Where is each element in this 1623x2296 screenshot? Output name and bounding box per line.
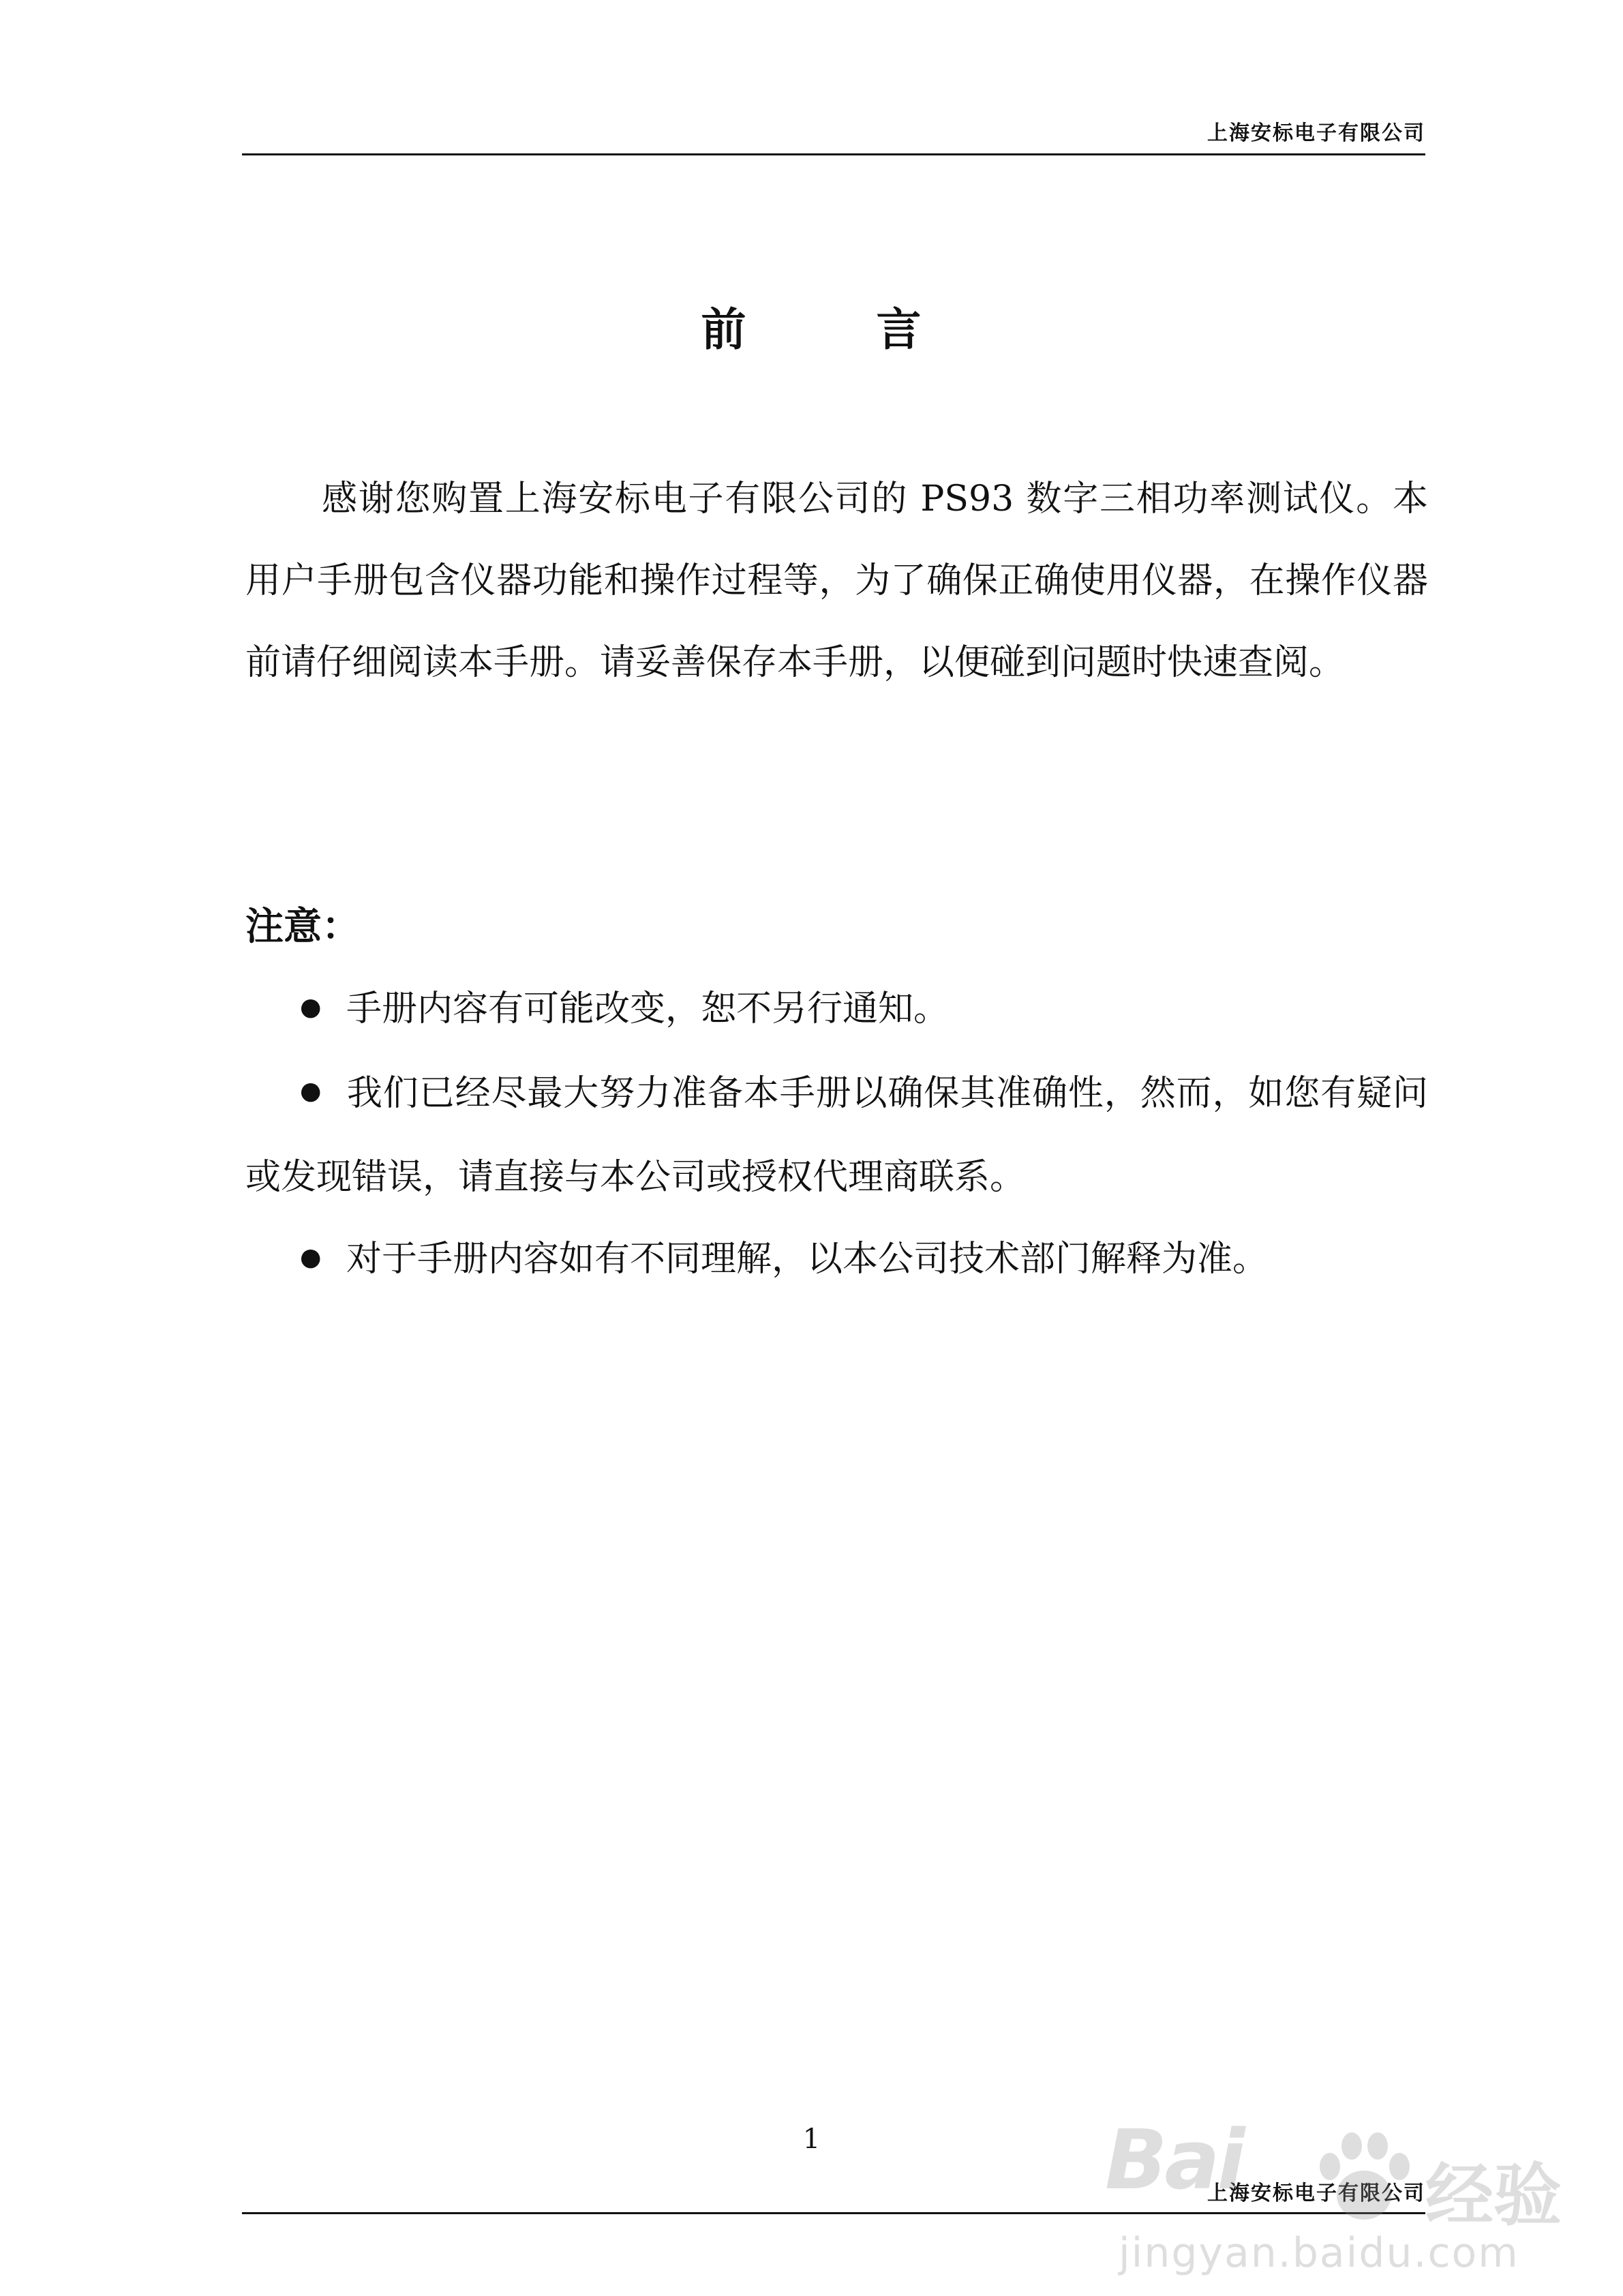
footer-company-name: 上海安标电子有限公司 <box>1207 2181 1425 2205</box>
bullet-icon: ● <box>300 1077 322 1105</box>
page-title <box>0 293 1623 358</box>
list-item <box>245 968 1428 1053</box>
note-text: 手册内容有可能改变，恕不另行通知。 <box>346 988 950 1029</box>
preface-paragraph: 感谢您购置上海安标电子有限公司的 PS93 数字三相功率测试仪。本用户手册包含仪器功能和操作过程等，为了确保正确使用仪器，在操作仪器前请仔细阅读本手册。请妥善保存本手册，以便碰到问题时快速查阅。 <box>245 479 1428 683</box>
watermark-logo-text: Bai <box>1105 2113 1243 2208</box>
note-text: 对于手册内容如有不同理解，以本公司技术部门解释为准。 <box>346 1239 1269 1280</box>
list-item <box>245 1218 1428 1303</box>
page-title-part-1: 前 <box>701 303 747 356</box>
page-number: 1 <box>802 2124 821 2155</box>
page-title-part-2: 言 <box>876 303 922 356</box>
notes-list <box>245 968 1428 1303</box>
watermark-url: jingyan.baidu.com <box>1119 2229 1519 2277</box>
bullet-icon: ● <box>300 1243 322 1271</box>
header-rule <box>242 153 1425 155</box>
notes-heading: 注意： <box>245 905 360 949</box>
header-company-name: 上海安标电子有限公司 <box>1207 121 1425 145</box>
note-text: 我们已经尽最大努力准备本手册以确保其准确性，然而，如您有疑问或发现错误，请直接与本公司或授权代理商联系。 <box>245 1072 1428 1198</box>
list-item <box>245 1053 1428 1219</box>
bullet-icon: ● <box>300 993 322 1021</box>
baidu-watermark <box>1105 2113 1582 2291</box>
watermark-brand-text: 经验 <box>1425 2156 1562 2235</box>
paw-icon <box>1309 2127 1419 2229</box>
